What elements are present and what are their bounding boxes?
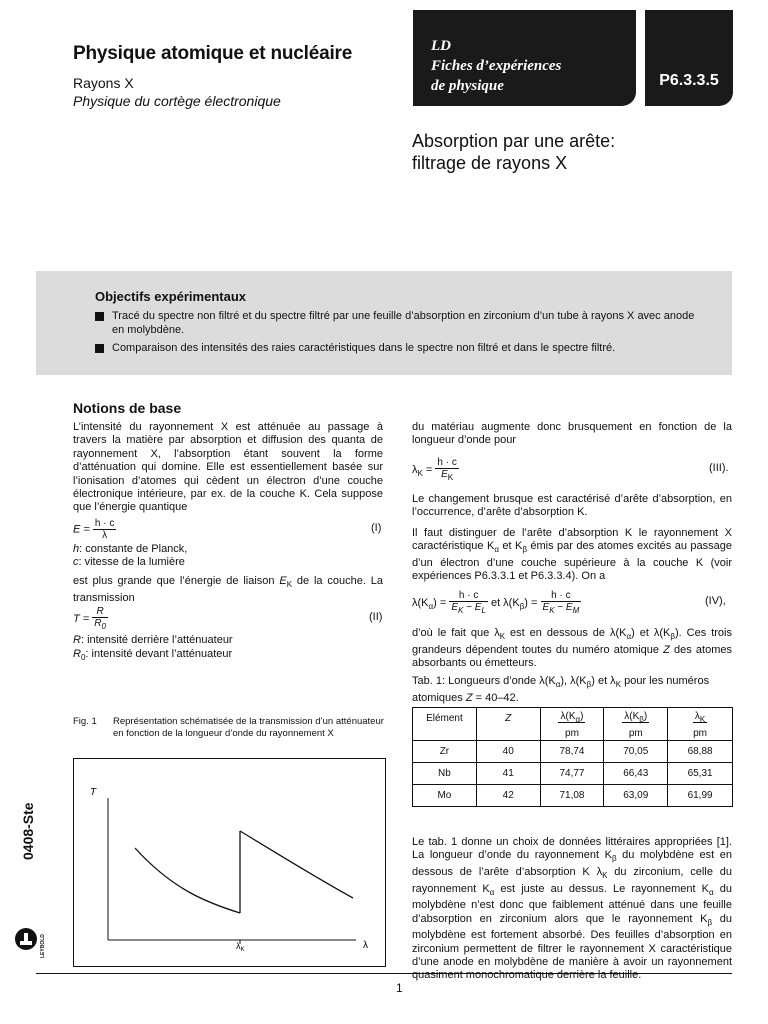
bullet-icon [95, 312, 104, 321]
cell-z: 40 [476, 741, 540, 763]
eq2-number: (II) [369, 611, 383, 623]
cell-k-edge: 65,31 [668, 763, 733, 785]
p4-k: K [499, 632, 506, 642]
subtitle-subtopic: Physique du cortège électronique [73, 93, 281, 109]
table-row [413, 763, 733, 785]
r0-symbol: R [73, 648, 81, 660]
col2-paragraph-1: du matériau augmente donc brusquement en fonction de la longueur d’onde pour [412, 421, 732, 447]
eq1-number: (I) [371, 522, 382, 534]
p5-d: est juste au dessus. Le rayonnement K [494, 882, 709, 895]
eq4-den1-mid: − E [463, 602, 482, 613]
p4-beta: β [670, 632, 675, 642]
header-k-edge: $\lambda_K$ [668, 708, 733, 727]
table-row [413, 741, 733, 763]
p4-e: des atomes absorbants ou émetteurs. [412, 643, 732, 669]
tab-cap-a: Tab. 1: Longueurs d’onde λ(K [412, 675, 556, 687]
eq4-num-2: h · c [541, 590, 582, 602]
brand-name: LEYBOLD [40, 934, 46, 958]
page-title: Physique atomique et nucléaire [73, 43, 353, 64]
page-number: 1 [396, 981, 403, 995]
bullet-icon [95, 344, 104, 353]
eq3-lhs-sub: K [417, 469, 423, 479]
equation-3 [412, 457, 732, 483]
eq1-fraction [93, 518, 116, 541]
eq2-numerator: R [92, 606, 108, 618]
figure-label: Fig. 1 [73, 716, 97, 727]
objectives-heading: Objectifs expérimentaux [95, 289, 246, 304]
eq3-number: (III). [709, 462, 729, 474]
p5-alpha: α [489, 887, 495, 897]
p3-part-a: Il faut distinguer de l’arête d’absorption K le rayonnement X caractéristique K [412, 527, 732, 553]
transmission-curve-left [135, 848, 240, 913]
col2-paragraph-3 [412, 527, 732, 584]
objective-item-1-line-1: Tracé du spectre non filtré et du spectre filtré par une feuille d’absorption en zirconium d’un tube à rayons X avec anode [112, 310, 695, 322]
cell-k-edge: 61,99 [668, 785, 733, 807]
cell-z: 42 [476, 785, 540, 807]
cell-z: 41 [476, 763, 540, 785]
definition-h [73, 543, 383, 556]
unit-k-beta: pm [604, 726, 668, 741]
eq1-lhs: E = [73, 523, 90, 536]
cell-k-alpha: 71,08 [540, 785, 604, 807]
objective-item-1 [112, 309, 727, 337]
document-code: 0408-Ste [20, 802, 36, 860]
objective-item-2: Comparaison des intensités des raies caractéristiques dans le spectre non filtré et dans le spectre filtré. [112, 342, 616, 354]
eq4-den-2 [541, 602, 582, 616]
p4-d: ). Ces trois grandeurs dépendent toutes du numéro atomique [412, 627, 732, 656]
ld-series-box [413, 10, 636, 106]
header-z: Z [476, 708, 540, 741]
eq4-fraction-1 [449, 590, 488, 616]
eq2-fraction [92, 606, 108, 632]
eq4-den-1 [449, 602, 488, 616]
eq2-lhs: T = [73, 612, 90, 625]
equation-4 [412, 590, 732, 616]
experiment-title-line-1: Absorption par une arête: [412, 131, 616, 151]
p4-a: d’où le fait que λ [412, 627, 500, 639]
p3-beta: β [522, 545, 527, 555]
eq3-den-symbol: E [441, 469, 448, 480]
transmission-curve-right [240, 831, 353, 898]
header-element: Elément [413, 708, 477, 741]
notions-paragraph-2 [73, 575, 383, 605]
unit-k-edge: pm [668, 726, 733, 741]
p5-beta: β [611, 854, 617, 864]
eq4-den2-a: E [542, 602, 550, 613]
eq3-den-sub: K [447, 473, 454, 482]
p3-part-c: émis par des atomes excités au passage d’un électron d’une couche supérieure à la couche K (voir expériences P6.3.3.1 et P6.3.3.4). On a [412, 540, 732, 583]
p5-c: du zirconium, celle du rayonnement K [412, 866, 732, 895]
header-k-beta: $\lambda(K_\beta)$ [604, 708, 668, 727]
p5-a: Le tab. 1 donne un choix de données littéraires appropriées [1]. La longueur d’onde du rayonnement K [412, 836, 732, 862]
p2-part-b: de la couche. La transmission [73, 575, 383, 604]
c-definition: : vitesse de la lumière [78, 556, 185, 568]
r0-subscript: 0 [80, 653, 86, 663]
p2-part-a: est plus grande que l’énergie de liaison [73, 575, 280, 587]
eq2-denominator [92, 618, 108, 632]
tab-cap-beta: β [586, 680, 592, 690]
definition-c [73, 556, 383, 569]
eq1-numerator: h · c [94, 518, 115, 529]
p4-b: est en dessous de λ(K [505, 627, 627, 639]
objective-item-1-line-2: en molybdène. [112, 324, 185, 336]
header-k-alpha: $\lambda(K_\alpha)$ [540, 708, 604, 727]
table-header-row [413, 708, 733, 727]
eq4-number: (IV), [705, 595, 726, 607]
p5-b: du molybdène est en dessous de l’arête d’absorption K λ [412, 849, 732, 878]
tab-cap-alpha: α [555, 680, 561, 690]
tab-cap-e: = 40–42. [472, 691, 519, 704]
p5-f: du molybdène est fortement absorbé. Des feuilles d’absorption en zirconium permettent de filtrer le rayonnement X caractéristique d’une anode en molybdène de manière à avoir un rayonnement quasiment monochromatique derrière la feuille. [412, 912, 732, 982]
eq4-mid-sub: β [519, 602, 525, 612]
p3-alpha: α [494, 545, 499, 555]
col2-paragraph-5 [412, 836, 732, 983]
table-row [413, 785, 733, 807]
p4-c: ) et λ(K [631, 627, 671, 639]
p2-subscript: K [286, 580, 293, 590]
eq2-den-subscript: 0 [101, 622, 106, 631]
p5-beta2: β [707, 917, 713, 927]
eq3-denominator [435, 469, 458, 483]
eq3-numerator: h · c [437, 457, 457, 468]
table-caption [412, 675, 732, 705]
c-symbol: c [73, 556, 79, 568]
eq2-den-symbol: R [94, 618, 102, 629]
notions-paragraph-1: L’intensité du rayonnement X est atténuée au passage à travers la matière par absorption et diffusion des quanta de rayonnement X, l’absorption étant souvent la forme d’atténuation qui domine. Elle est essentiellement basée sur l’ionisation d’atomes qui cèdent un électron d’une couche électronique intérieure, par ex. de la couche K. Cela suppose que l’énergie quantique [73, 421, 383, 514]
cell-k-alpha: 74,77 [540, 763, 604, 785]
eq4-num-1: h · c [449, 590, 488, 602]
col2-paragraph-2: Le changement brusque est caractérisé d’arête d’absorption, en l’occurrence, d’arête d’absorption K. [412, 493, 732, 519]
eq4-a: λ(K [412, 596, 429, 609]
cell-k-beta: 66,43 [604, 763, 668, 785]
figure-transmission-plot [73, 758, 386, 967]
cell-k-edge: 68,88 [668, 741, 733, 763]
leybold-logo-icon [15, 928, 37, 950]
figure-frame [74, 759, 386, 967]
col2-paragraph-4 [412, 627, 732, 670]
eq4-den1-a: E [451, 602, 459, 613]
section-heading-notions: Notions de base [73, 400, 182, 416]
eq3-lhs: λ [412, 463, 418, 476]
figure-caption: Représentation schématisée de la transmission d’un atténuateur en fonction de la longueur d’onde du rayonnement X [113, 716, 384, 739]
p4-alpha: α [626, 632, 632, 642]
eq4-a2: ) = [433, 596, 447, 609]
eq3-equals: = [422, 463, 433, 476]
p5-e: du molybdène n’est donc que faiblement atténué dans une feuille d’absorption en zirconium alors que le rayonnement K [412, 882, 732, 925]
ld-line-2: Fiches d’expériences [431, 58, 562, 74]
eq1-denominator: λ [102, 530, 108, 541]
eq4-den2-sub2: M [572, 606, 580, 615]
eq4-fraction-2 [541, 590, 582, 616]
cell-element: Zr [413, 741, 477, 763]
footer-divider [36, 973, 732, 974]
eq4-den2-sub: K [549, 606, 555, 615]
equation-2 [73, 606, 383, 632]
cell-k-alpha: 78,74 [540, 741, 604, 763]
cell-element: Mo [413, 785, 477, 807]
tab-cap-c: ) et λ [591, 675, 616, 687]
p4-z: Z [663, 643, 670, 656]
experiment-code: P6.3.3.5 [645, 10, 733, 106]
cell-k-beta: 63,09 [604, 785, 668, 807]
equation-1 [73, 518, 383, 541]
tab-cap-k: K [615, 680, 622, 690]
ld-line-1: LD [431, 38, 451, 54]
eq3-fraction [435, 457, 458, 483]
cell-k-beta: 70,05 [604, 741, 668, 763]
experiment-title-line-2: filtrage de rayons X [412, 153, 568, 173]
subtitle-topic: Rayons X [73, 75, 134, 91]
eq4-a-sub: α [428, 602, 434, 612]
edge-label: $\lambda_K$ [236, 941, 245, 953]
eq4-mid: et λ(K [490, 596, 520, 609]
p5-k: K [602, 871, 608, 881]
p5-alpha2: α [709, 887, 714, 897]
cell-element: Nb [413, 763, 477, 785]
h-symbol: h [73, 543, 80, 555]
x-axis-label: λ [363, 940, 368, 951]
p3-part-b: et K [498, 540, 523, 553]
tab-cap-b: ), λ(K [560, 675, 587, 687]
experiment-title [412, 130, 615, 174]
tab-cap-d: pour les numéros atomiques [412, 675, 710, 704]
r-definition: : intensité derrière l’atténuateur [80, 634, 233, 646]
eq4-mid2: ) = [524, 596, 538, 609]
r0-definition: : intensité devant l’atténuateur [85, 648, 233, 660]
eq4-den2-mid: − E [554, 602, 573, 613]
wavelength-table [412, 707, 733, 807]
ld-line-3: de physique [431, 78, 504, 94]
r-symbol: R [73, 634, 81, 646]
definition-r [73, 634, 383, 647]
tab-cap-z: Z [465, 691, 473, 704]
eq4-den1-sub2: L [481, 606, 486, 615]
y-axis-label: T [90, 787, 97, 798]
eq4-den1-sub: K [458, 606, 464, 615]
p2-symbol: E [279, 575, 287, 587]
h-definition: : constante de Planck, [79, 543, 188, 555]
unit-k-alpha: pm [540, 726, 604, 741]
definition-r0 [73, 648, 383, 665]
